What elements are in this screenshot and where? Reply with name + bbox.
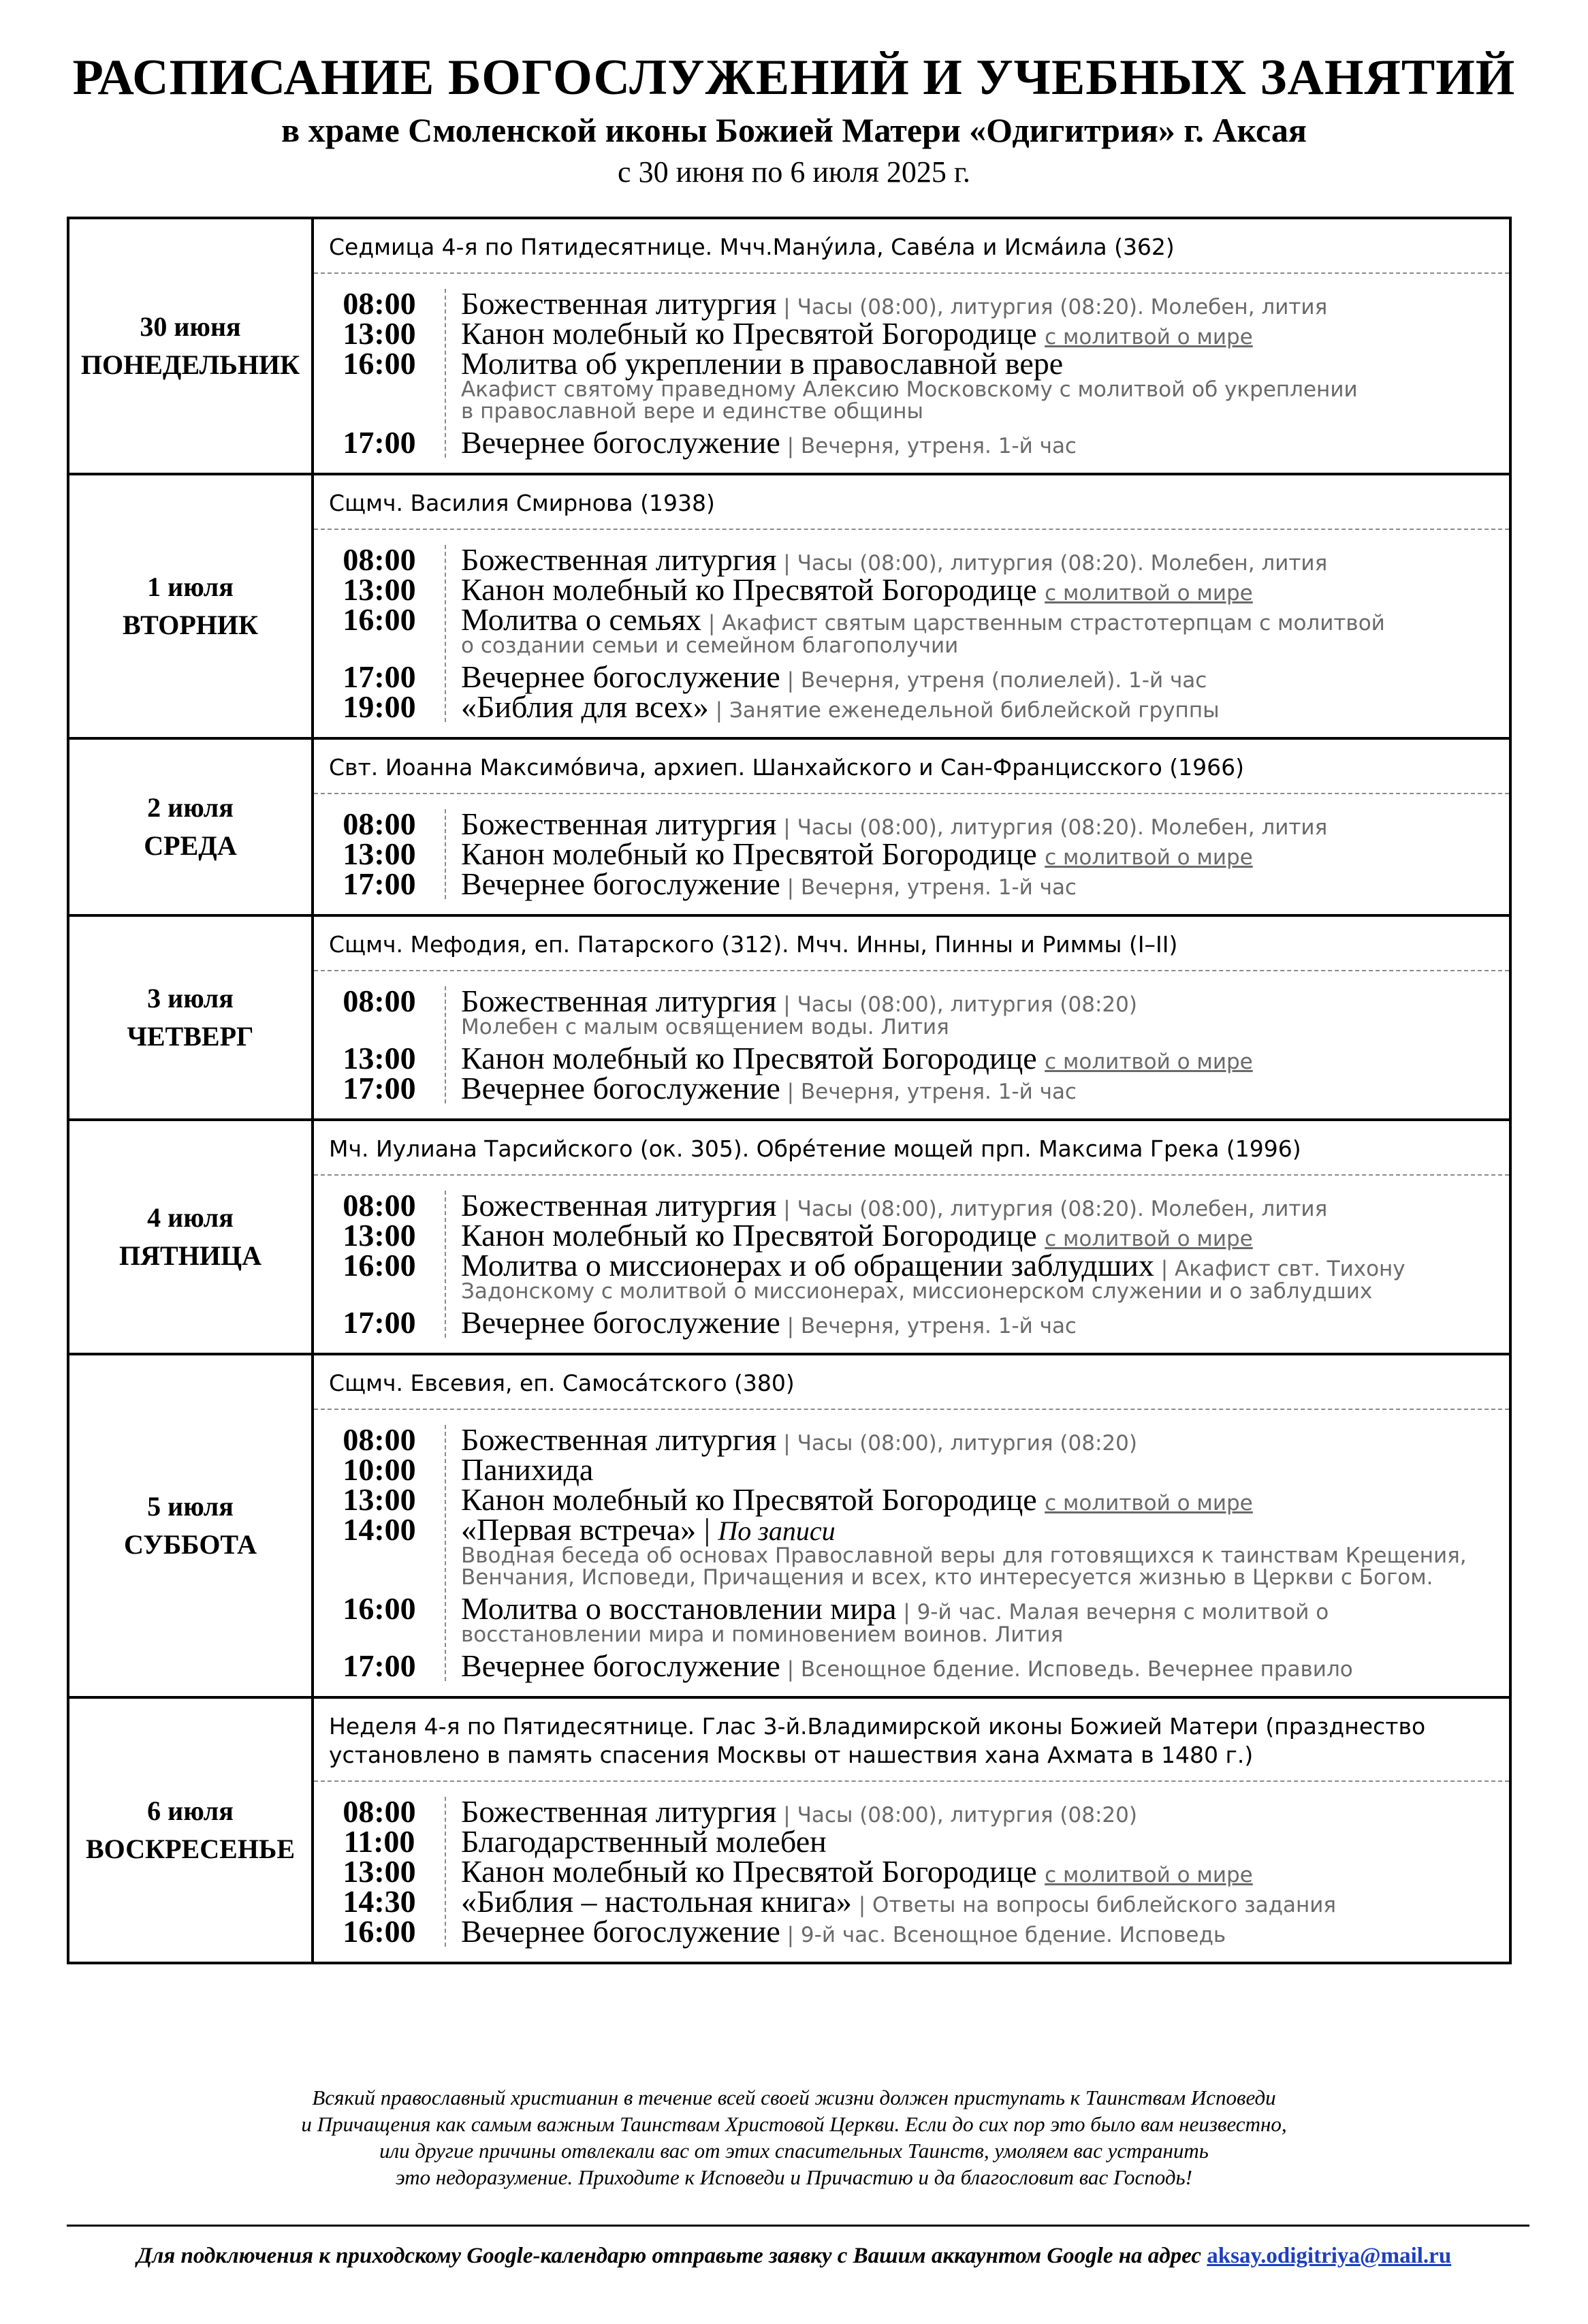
day-date-cell — [68, 218, 313, 474]
event-line — [461, 1043, 1502, 1073]
event-line — [461, 986, 1502, 1016]
event-detail: Часы (08:00), литургия (08:20) — [797, 992, 1137, 1017]
event-times-column — [314, 1188, 446, 1340]
church-name: в храме Смоленской иконы Божией Матери «Одигитрия» г. Аксая — [281, 111, 1307, 149]
event-line — [461, 659, 1502, 694]
event-time: 17:00 — [343, 659, 416, 694]
footer-line: Всякий православный христианин в течение всей своей жизни должен приступать к Таинствам Исповеди — [312, 2086, 1276, 2109]
event-note — [461, 1624, 1502, 1646]
day-content-cell — [313, 738, 1510, 915]
day-feast: Мч. Иулиана Тарсийского (ок. 305). Обре́тение мощей прп. Максима Грека (1996) — [314, 1121, 1509, 1176]
day-events — [314, 274, 1509, 473]
event-time: 08:00 — [343, 984, 416, 1018]
event-descriptions-column — [446, 542, 1509, 724]
day-weekday: ВОСКРЕСЕНЬЕ — [85, 1834, 296, 1864]
separator: | — [696, 1512, 718, 1547]
event-line — [461, 1422, 1502, 1457]
separator: | — [776, 551, 797, 576]
footer-divider — [67, 2225, 1529, 2227]
day-weekday: СУББОТА — [123, 1529, 257, 1560]
day-row — [68, 474, 1510, 738]
day-weekday: СРЕДА — [144, 830, 237, 861]
event-line — [461, 316, 1502, 351]
event-name: Божественная литургия — [461, 1422, 777, 1457]
event-line — [461, 542, 1502, 577]
separator: | — [701, 611, 722, 635]
day-row — [68, 738, 1510, 915]
event-note-line: в православной вере и единстве общины — [461, 399, 924, 424]
day-events — [314, 794, 1509, 914]
event-detail: Вечерня, утреня. 1-й час — [800, 1080, 1077, 1104]
event-time: 13:00 — [343, 836, 416, 871]
day-events — [314, 1176, 1509, 1353]
event-line — [461, 602, 1502, 637]
event-line — [461, 1073, 1502, 1103]
event-name: Божественная литургия — [461, 984, 777, 1018]
event-line — [461, 1884, 1502, 1919]
event-time: 10:00 — [343, 1452, 416, 1487]
event-name: Канон молебный ко Пресвятой Богородице — [461, 836, 1037, 871]
event-time: 08:00 — [343, 1188, 416, 1223]
separator: | — [780, 1657, 801, 1682]
event-name: Панихида — [461, 1452, 594, 1487]
page-title: РАСПИСАНИЕ БОГОСЛУЖЕНИЙ И УЧЕБНЫХ ЗАНЯТИЙ — [72, 50, 1516, 106]
event-line — [461, 1218, 1502, 1253]
event-time: 13:00 — [343, 316, 416, 351]
day-feast: Сщмч. Евсевия, еп. Самоса́тского (380) — [314, 1355, 1509, 1410]
separator: | — [780, 668, 801, 693]
event-line — [461, 866, 1502, 901]
day-weekday: ЧЕТВЕРГ — [127, 1021, 254, 1052]
event-name: Вечернее богослужение — [461, 866, 780, 901]
event-detail: Часы (08:00), литургия (08:20). Молебен, лития — [797, 1197, 1328, 1221]
event-line — [461, 689, 1502, 724]
separator: | — [776, 1431, 797, 1456]
day-row — [68, 1697, 1510, 1963]
event-name: «Библия для всех» — [461, 689, 709, 724]
day-date-cell — [68, 1120, 313, 1354]
day-content-cell — [313, 474, 1510, 738]
date-range: с 30 июня по 6 июля 2025 г. — [618, 155, 970, 189]
event-note-line: Венчания, Исповеди, Причащения и всех, кто интересуется жизнью в Церкви с Богом. — [461, 1565, 1433, 1590]
event-name: Канон молебный ко Пресвятой Богородице — [461, 572, 1037, 607]
day-date: 2 июля — [147, 792, 234, 823]
event-times-column — [314, 1422, 446, 1683]
event-name: Молитва о восстановлении мира — [461, 1591, 897, 1626]
event-line — [461, 1794, 1502, 1829]
event-italic-note: По записи — [718, 1516, 836, 1546]
footer-line: или другие причины отвлекали вас от этих спасительных Таинств, умоляем вас устранить — [379, 2139, 1209, 2163]
event-descriptions-column — [446, 806, 1509, 901]
prayer-for-peace-link[interactable]: с молитвой о мире — [1045, 1050, 1253, 1074]
separator: | — [776, 992, 797, 1017]
separator: | — [776, 295, 797, 319]
day-date: 6 июля — [147, 1795, 234, 1826]
event-note — [461, 1281, 1502, 1302]
day-date-cell — [68, 1354, 313, 1697]
schedule-table — [67, 217, 1512, 1964]
day-feast: Неделя 4-я по Пятидесятнице. Глас 3-й.Владимирской иконы Божией Матери (празднество установлено в память спасения Москвы от нашествия хана Ахмата в 1480 г.) — [314, 1699, 1509, 1782]
event-time: 17:00 — [343, 1648, 416, 1683]
event-time: 16:00 — [343, 346, 416, 381]
event-line — [461, 1512, 1502, 1547]
event-name: Вечернее богослужение — [461, 1305, 780, 1340]
day-events — [314, 971, 1509, 1118]
event-name: Вечернее богослужение — [461, 1648, 780, 1683]
event-descriptions-column — [446, 286, 1509, 460]
event-detail: Часы (08:00), литургия (08:20). Молебен, лития — [797, 551, 1328, 576]
event-name: Божественная литургия — [461, 542, 777, 577]
event-detail: Акафист святым царственным страстотерпцам с молитвой — [722, 611, 1385, 635]
event-times-column — [314, 986, 446, 1103]
event-detail: Вечерня, утреня. 1-й час — [800, 434, 1077, 458]
event-note — [461, 379, 1502, 422]
event-line — [461, 806, 1502, 841]
event-line — [461, 286, 1502, 321]
day-weekday: ПОНЕДЕЛЬНИК — [80, 349, 300, 380]
day-weekday: ПЯТНИЦА — [119, 1240, 261, 1271]
event-name: Вечернее богослужение — [461, 425, 780, 460]
footer-line: и Причащения как самым важным Таинствам Христовой Церкви. Если до сих пор это было вам неизвестно, — [301, 2112, 1287, 2136]
day-date: 4 июля — [147, 1202, 234, 1233]
event-name: «Библия – настольная книга» — [461, 1884, 852, 1919]
day-feast: Сщмч. Мефодия, еп. Патарского (312). Мчч. Инны, Пинны и Риммы (I–II) — [314, 917, 1509, 971]
event-line — [461, 1914, 1502, 1949]
event-descriptions-column — [446, 1422, 1509, 1683]
day-row — [68, 218, 1510, 474]
event-line — [461, 836, 1502, 871]
event-time: 13:00 — [343, 1854, 416, 1889]
time-spacer — [314, 379, 445, 428]
event-time: 16:00 — [343, 1591, 416, 1626]
prayer-for-peace-link[interactable]: с молитвой о мире — [1045, 325, 1253, 349]
day-date-cell — [68, 915, 313, 1120]
time-spacer — [314, 635, 445, 662]
time-spacer — [314, 1016, 445, 1043]
event-detail: Ответы на вопросы библейского задания — [872, 1893, 1337, 1917]
event-detail: 9-й час. Малая вечерня с молитвой о — [917, 1600, 1329, 1624]
event-name: Вечернее богослужение — [461, 659, 780, 694]
event-detail: 9-й час. Всенощное бдение. Исповедь — [800, 1923, 1226, 1947]
event-detail: Часы (08:00), литургия (08:20). Молебен, лития — [797, 295, 1328, 319]
event-line — [461, 1591, 1502, 1626]
event-line — [461, 1305, 1502, 1340]
day-content-cell — [313, 1120, 1510, 1354]
event-line — [461, 1482, 1502, 1517]
separator: | — [851, 1893, 873, 1917]
day-date: 5 июля — [147, 1491, 234, 1522]
day-feast: Сщмч. Василия Смирнова (1938) — [314, 475, 1509, 530]
footer-note — [0, 2084, 1588, 2190]
separator: | — [1154, 1257, 1175, 1281]
event-note — [461, 1016, 1502, 1038]
event-name: Благодарственный молебен — [461, 1824, 827, 1859]
prayer-for-peace-link[interactable]: с молитвой о мире — [1045, 1227, 1253, 1251]
event-detail: Вечерня, утреня. 1-й час — [800, 1314, 1077, 1338]
event-times-column — [314, 286, 446, 460]
contact-text: Для подключения к приходскому Google-календарю отправьте заявку с Вашим аккаунтом Google на адрес — [136, 2244, 1202, 2268]
event-time: 17:00 — [343, 1305, 416, 1340]
event-detail: Вечерня, утреня (полиелей). 1-й час — [800, 668, 1207, 693]
day-feast: Свт. Иоанна Максимо́вича, архиеп. Шанхайского и Сан-Францисского (1966) — [314, 740, 1509, 794]
event-detail: Часы (08:00), литургия (08:20) — [797, 1431, 1137, 1456]
prayer-for-peace-link[interactable]: с молитвой о мире — [1045, 581, 1253, 606]
event-name: Канон молебный ко Пресвятой Богородице — [461, 1041, 1037, 1075]
event-time: 19:00 — [343, 689, 416, 724]
separator: | — [776, 1803, 797, 1827]
event-note-line: Вводная беседа об основах Православной веры для готовящихся к таинствам Крещения, — [461, 1543, 1467, 1568]
event-time: 17:00 — [343, 1071, 416, 1105]
page-header — [0, 48, 1588, 192]
event-times-column — [314, 806, 446, 901]
event-name: Молитва о миссионерах и об обращении заблудших — [461, 1248, 1154, 1283]
prayer-for-peace-link[interactable]: с молитвой о мире — [1045, 845, 1253, 870]
event-time: 08:00 — [343, 286, 416, 321]
event-name: Божественная литургия — [461, 806, 777, 841]
event-name: Канон молебный ко Пресвятой Богородице — [461, 1218, 1037, 1253]
event-time: 08:00 — [343, 1422, 416, 1457]
event-time: 13:00 — [343, 572, 416, 607]
separator: | — [780, 875, 801, 900]
day-weekday: ВТОРНИК — [122, 610, 259, 640]
event-note-line: Молебен с малым освящением воды. Лития — [461, 1015, 949, 1039]
event-detail: Часы (08:00), литургия (08:20). Молебен, лития — [797, 815, 1328, 840]
separator: | — [708, 698, 729, 723]
event-time: 17:00 — [343, 866, 416, 901]
event-name: Вечернее богослужение — [461, 1071, 780, 1105]
day-row — [68, 915, 1510, 1120]
prayer-for-peace-link[interactable]: с молитвой о мире — [1045, 1491, 1253, 1516]
event-name: Молитва о семьях — [461, 602, 701, 637]
time-spacer — [314, 1545, 445, 1594]
event-descriptions-column — [446, 1794, 1509, 1949]
event-line — [461, 1854, 1502, 1889]
event-times-column — [314, 1794, 446, 1949]
event-line — [461, 1248, 1502, 1283]
event-line — [461, 346, 1502, 381]
day-date: 3 июля — [147, 983, 234, 1014]
separator: | — [780, 1080, 801, 1104]
footer-line: это недоразумение. Приходите к Исповеди и Причастию и да благословит вас Господь! — [396, 2165, 1192, 2189]
event-name: Канон молебный ко Пресвятой Богородице — [461, 1854, 1037, 1889]
event-name: «Первая встреча» — [461, 1512, 697, 1547]
separator: | — [780, 434, 801, 458]
event-name: Вечернее богослужение — [461, 1914, 780, 1949]
event-note-line: восстановлении мира и поминовением воинов. Лития — [461, 1622, 1064, 1647]
event-time: 17:00 — [343, 425, 416, 460]
event-detail: Занятие еженедельной библейской группы — [729, 698, 1220, 723]
event-line — [461, 425, 1502, 460]
event-note — [461, 1545, 1502, 1588]
event-name: Канон молебный ко Пресвятой Богородице — [461, 316, 1037, 351]
event-name: Божественная литургия — [461, 1794, 777, 1829]
separator: | — [896, 1600, 917, 1624]
day-events — [314, 1410, 1509, 1696]
event-note — [461, 635, 1502, 657]
event-time: 08:00 — [343, 542, 416, 577]
time-spacer — [314, 1624, 445, 1651]
day-content-cell — [313, 1354, 1510, 1697]
event-note-line: о создании семьи и семейном благополучии — [461, 633, 959, 658]
event-line — [461, 1452, 1502, 1487]
event-name: Божественная литургия — [461, 286, 777, 321]
contact-email-link[interactable]: aksay.odigitriya@mail.ru — [1207, 2244, 1452, 2268]
event-time: 16:00 — [343, 1914, 416, 1949]
day-row — [68, 1354, 1510, 1697]
event-line — [461, 1648, 1502, 1683]
day-row — [68, 1120, 1510, 1354]
event-time: 08:00 — [343, 806, 416, 841]
event-name: Божественная литургия — [461, 1188, 777, 1223]
event-times-column — [314, 542, 446, 724]
day-date-cell — [68, 474, 313, 738]
day-events — [314, 530, 1509, 737]
event-detail: Часы (08:00), литургия (08:20) — [797, 1803, 1137, 1827]
event-detail: Всенощное бдение. Исповедь. Вечернее правило — [800, 1657, 1353, 1682]
calendar-contact — [0, 2241, 1588, 2271]
separator: | — [780, 1314, 801, 1338]
day-feast: Седмица 4-я по Пятидесятнице. Мчч.Ману́ила, Саве́ла и Исма́ила (362) — [314, 219, 1509, 274]
day-content-cell — [313, 915, 1510, 1120]
event-time: 13:00 — [343, 1041, 416, 1075]
day-content-cell — [313, 1697, 1510, 1963]
event-detail: Акафист свт. Тихону — [1175, 1257, 1406, 1281]
separator: | — [776, 815, 797, 840]
event-descriptions-column — [446, 1188, 1509, 1340]
event-name: Молитва об укреплении в православной вере — [461, 346, 1064, 381]
event-time: 13:00 — [343, 1482, 416, 1517]
separator: | — [776, 1197, 797, 1221]
event-time: 16:00 — [343, 1248, 416, 1283]
event-line — [461, 1824, 1502, 1859]
event-line — [461, 572, 1502, 607]
event-time: 11:00 — [343, 1824, 415, 1859]
event-note-line: Акафист святому праведному Алексию Московскому с молитвой об укреплении — [461, 377, 1358, 402]
day-date-cell — [68, 738, 313, 915]
event-line — [461, 1188, 1502, 1223]
event-note-line: Задонскому с молитвой о миссионерах, миссионерском служении и о заблудших — [461, 1279, 1373, 1304]
event-time: 08:00 — [343, 1794, 416, 1829]
time-spacer — [314, 1281, 445, 1308]
event-time: 14:00 — [343, 1512, 416, 1547]
separator: | — [780, 1923, 801, 1947]
event-time: 13:00 — [343, 1218, 416, 1253]
day-date: 30 июня — [140, 311, 241, 342]
day-date: 1 июля — [147, 571, 234, 602]
day-date-cell — [68, 1697, 313, 1963]
event-time: 14:30 — [343, 1884, 416, 1919]
day-content-cell — [313, 218, 1510, 474]
event-time: 16:00 — [343, 602, 416, 637]
prayer-for-peace-link[interactable]: с молитвой о мире — [1045, 1863, 1253, 1887]
event-detail: Вечерня, утреня. 1-й час — [800, 875, 1077, 900]
day-events — [314, 1782, 1509, 1962]
event-descriptions-column — [446, 986, 1509, 1103]
event-name: Канон молебный ко Пресвятой Богородице — [461, 1482, 1037, 1517]
